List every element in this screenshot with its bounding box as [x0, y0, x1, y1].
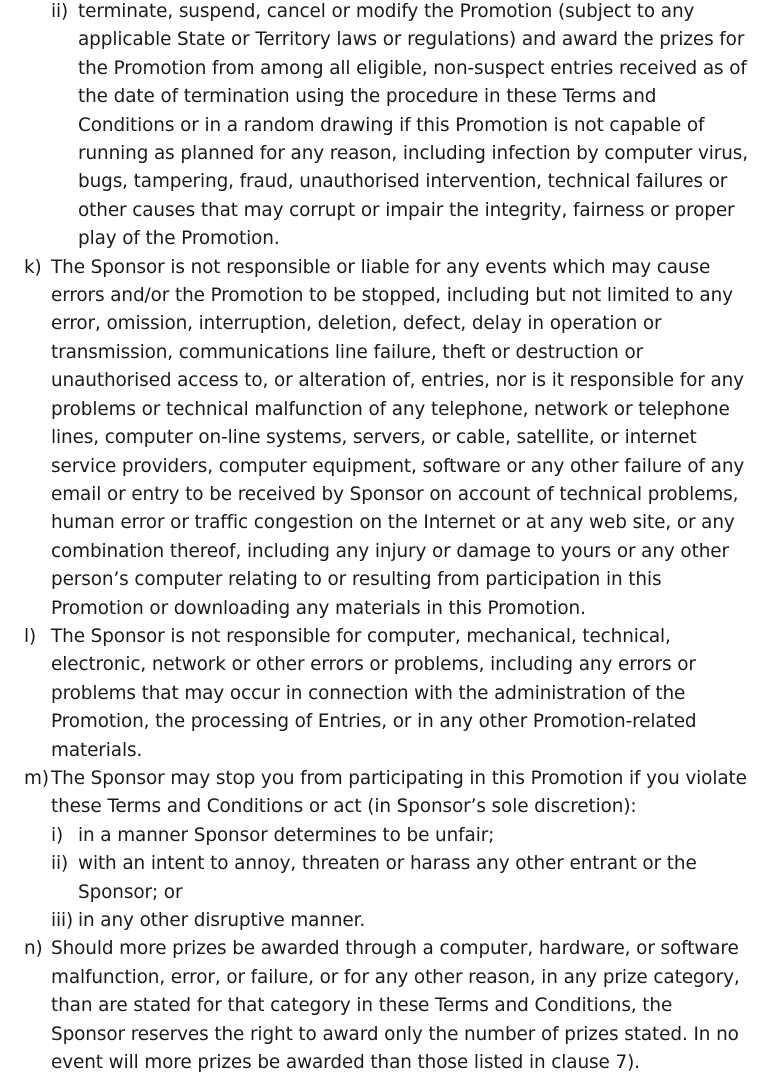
- clause-text-line: the date of termination using the procedure in these Terms and: [78, 86, 657, 108]
- clause-marker: l): [24, 625, 37, 647]
- sub-clause-item: [0, 850, 770, 907]
- clause-item: [0, 254, 770, 623]
- clause-text-line: transmission, communications line failure, theft or destruction or: [51, 341, 644, 363]
- clause-text-line: lines, computer on-line systems, servers, or cable, satellite, or internet: [51, 427, 697, 449]
- clause-text-line: play of the Promotion.: [78, 228, 280, 250]
- clause-text-line: Conditions or in a random drawing if this Promotion is not capable of: [78, 114, 705, 136]
- clause-text-line: problems or technical malfunction of any telephone, network or telephone: [51, 398, 730, 420]
- clause-text-line: The Sponsor may stop you from participating in this Promotion if you violate: [51, 767, 747, 789]
- clause-text-line: email or entry to be received by Sponsor on account of technical problems,: [51, 483, 739, 505]
- clause-text-line: running as planned for any reason, including infection by computer virus,: [78, 143, 749, 165]
- clause-marker: i): [51, 824, 64, 846]
- clause-text-line: terminate, suspend, cancel or modify the Promotion (subject to any: [78, 1, 695, 22]
- clause-text-line: The Sponsor is not responsible or liable for any events which may cause: [51, 256, 711, 278]
- clause-item: [0, 623, 770, 765]
- clause-text-line: error, omission, interruption, deletion, defect, delay in operation or: [51, 313, 662, 335]
- clause-text-line: Promotion, the processing of Entries, or in any other Promotion-related: [51, 711, 697, 733]
- clause-text-line: these Terms and Conditions or act (in Sponsor’s sole discretion):: [51, 796, 637, 818]
- clause-marker: ii): [51, 853, 69, 875]
- clause-marker: k): [24, 256, 42, 278]
- clause-text-line: than are stated for that category in these Terms and Conditions, the: [51, 995, 673, 1017]
- clause-text-line: Should more prizes be awarded through a computer, hardware, or software: [51, 938, 739, 960]
- clause-text-line: The Sponsor is not responsible for computer, mechanical, technical,: [51, 625, 671, 647]
- clause-text-line: problems that may occur in connection with the administration of the: [51, 682, 686, 704]
- clause-text-line: bugs, tampering, fraud, unauthorised intervention, technical failures or: [78, 171, 728, 193]
- clause-marker: n): [24, 938, 43, 960]
- clause-text-line: malfunction, error, or failure, or for any other reason, in any prize category,: [51, 966, 740, 988]
- clause-text-line: electronic, network or other errors or problems, including any errors or: [51, 654, 696, 676]
- clause-text-line: in any other disruptive manner.: [78, 910, 366, 931]
- clause-text-line: Sponsor; or: [78, 881, 183, 903]
- clause-text-line: the Promotion from among all eligible, non-suspect entries received as of: [78, 57, 747, 79]
- clause-text-line: Sponsor reserves the right to award only the number of prizes stated. In no: [51, 1023, 739, 1045]
- clause-marker: iii): [51, 910, 74, 931]
- clause-text-line: unauthorised access to, or alteration of, entries, nor is it responsible for any: [51, 370, 744, 392]
- clause-text-line: Promotion or downloading any materials in this Promotion.: [51, 597, 586, 619]
- clause-text-line: other causes that may corrupt or impair the integrity, fairness or proper: [78, 199, 735, 221]
- clause-item: [0, 765, 770, 822]
- clause-text-line: errors and/or the Promotion to be stopped, including but not limited to any: [51, 285, 733, 307]
- clause-marker: m): [24, 767, 49, 789]
- clause-text-line: combination thereof, including any injury or damage to yours or any other: [51, 540, 729, 562]
- clause-text-line: person’s computer relating to or resulting from participation in this: [51, 569, 662, 591]
- clause-text-line: event will more prizes be awarded than those listed in clause 7).: [51, 1052, 640, 1074]
- clause-text-line: in a manner Sponsor determines to be unfair;: [78, 824, 495, 846]
- clause-marker: ii): [51, 1, 69, 22]
- clause-text-line: service providers, computer equipment, software or any other failure of any: [51, 455, 745, 477]
- clause-text-line: materials.: [51, 739, 143, 761]
- sub-clause-item: [0, 0, 770, 254]
- clause-item: [0, 935, 770, 1077]
- sub-clause-item: [0, 822, 770, 850]
- clause-text-line: human error or traffic congestion on the Internet or at any web site, or any: [51, 512, 735, 534]
- clause-text-line: with an intent to annoy, threaten or harass any other entrant or the: [78, 853, 697, 875]
- sub-clause-item: [0, 907, 770, 935]
- clause-text-line: applicable State or Territory laws or regulations) and award the prizes for: [78, 29, 745, 51]
